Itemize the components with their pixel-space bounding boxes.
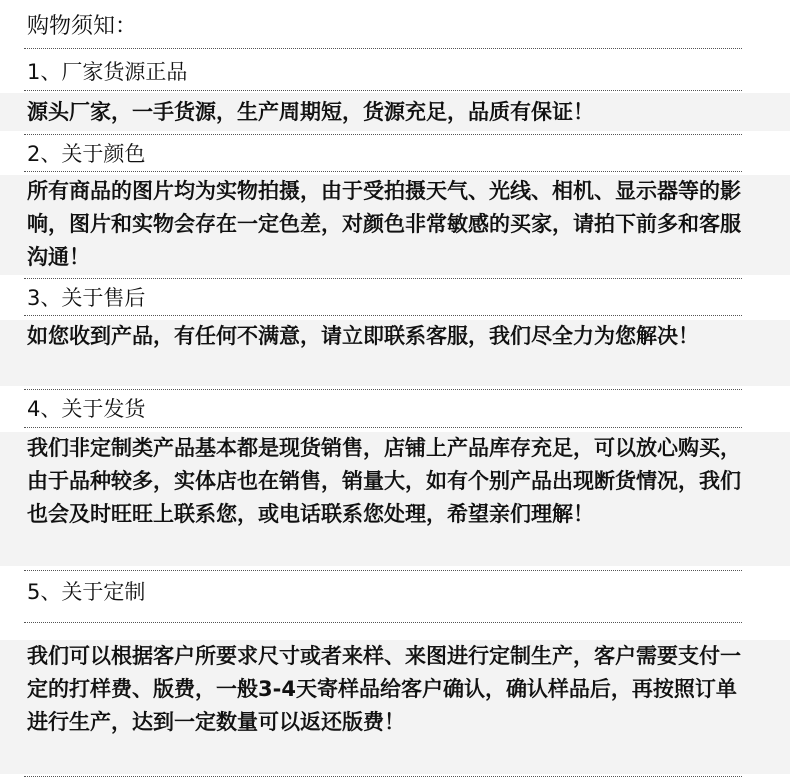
section-body-1: 源头厂家，一手货源，生产周期短，货源充足，品质有保证！ (0, 93, 790, 131)
divider (24, 570, 742, 571)
divider (24, 48, 742, 49)
section-heading-3: 3、关于售后 (27, 286, 146, 310)
section-heading-2: 2、关于颜色 (27, 142, 146, 166)
divider (24, 134, 742, 135)
section-body-5: 我们可以根据客户所要求尺寸或者来样、来图进行定制生产，客户需要支付一定的打样费、版费，一般3-4天寄样品给客户确认，确认样品后，再按照订单进行生产，达到一定数量可以返还版费！ (0, 640, 790, 774)
divider (24, 90, 742, 91)
notice-title: 购物须知： (27, 14, 138, 39)
divider (24, 278, 742, 279)
divider (24, 776, 742, 777)
divider (24, 427, 742, 428)
divider (24, 171, 742, 172)
divider (24, 622, 742, 623)
section-heading-5: 5、关于定制 (27, 580, 146, 604)
section-body-3: 如您收到产品，有任何不满意，请立即联系客服，我们尽全力为您解决！ (0, 320, 790, 386)
section-body-2: 所有商品的图片均为实物拍摄，由于受拍摄天气、光线、相机、显示器等的影响，图片和实物会存在一定色差，对颜色非常敏感的买家，请拍下前多和客服沟通！ (0, 175, 790, 275)
divider (24, 389, 742, 390)
section-heading-1: 1、厂家货源正品 (27, 60, 188, 84)
divider (24, 315, 742, 316)
section-heading-4: 4、关于发货 (27, 397, 146, 421)
section-body-4: 我们非定制类产品基本都是现货销售，店铺上产品库存充足，可以放心购买，由于品种较多，实体店也在销售，销量大，如有个别产品出现断货情况，我们也会及时旺旺上联系您，或电话联系您处理，希望亲们理解！ (0, 432, 790, 566)
